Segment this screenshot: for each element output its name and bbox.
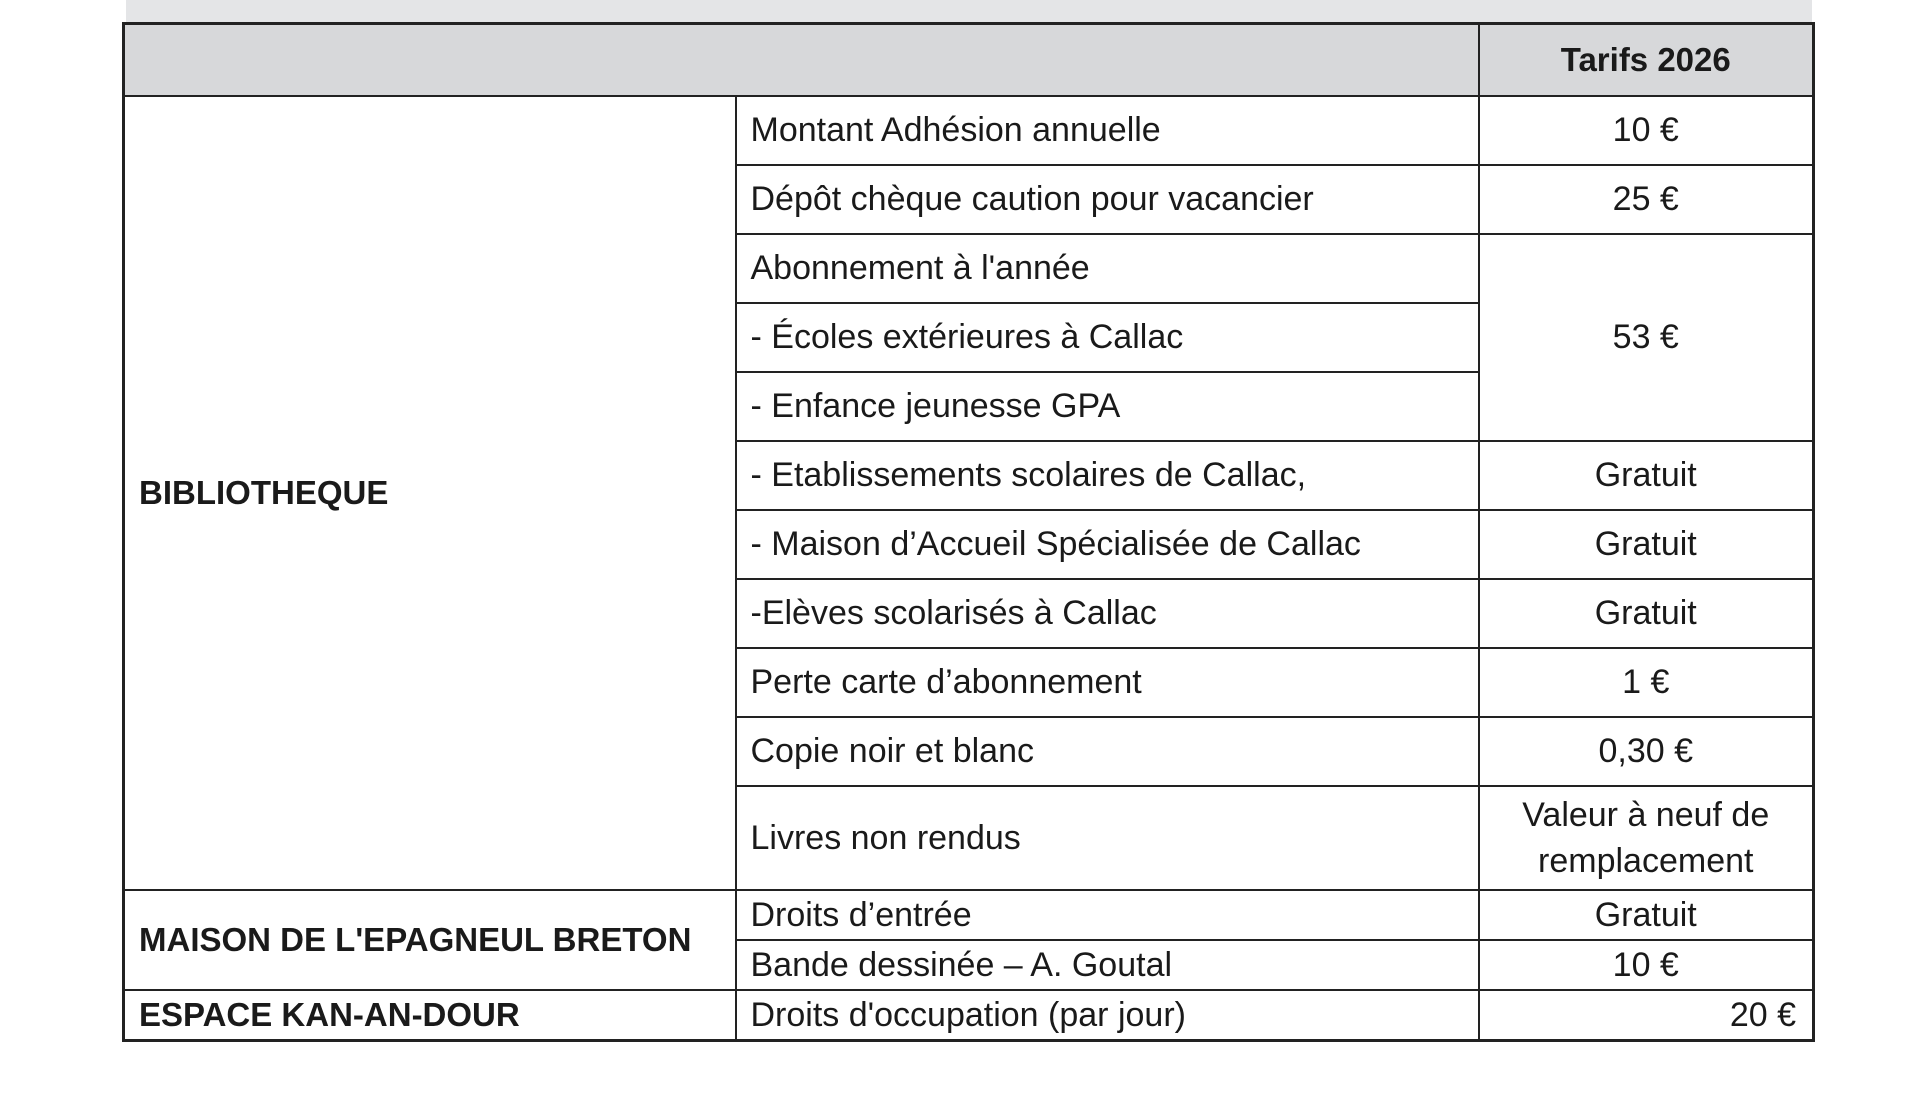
tariffs-table	[122, 22, 1815, 1042]
item-cell: Perte carte d’abonnement	[736, 648, 1479, 717]
item-cell: Bande dessinée – A. Goutal	[736, 940, 1479, 990]
item-cell: Droits d'occupation (par jour)	[736, 990, 1479, 1041]
price-cell: Valeur à neuf de remplacement	[1479, 786, 1814, 890]
price-cell: 10 €	[1479, 940, 1814, 990]
item-cell: Montant Adhésion annuelle	[736, 96, 1479, 165]
price-cell: 20 €	[1479, 990, 1814, 1041]
price-cell: 1 €	[1479, 648, 1814, 717]
item-cell: -Elèves scolarisés à Callac	[736, 579, 1479, 648]
section-name-bibliotheque: BIBLIOTHEQUE	[124, 96, 736, 890]
item-cell: - Écoles extérieures à Callac	[736, 303, 1479, 372]
item-cell: Abonnement à l'année	[736, 234, 1479, 303]
price-cell: Gratuit	[1479, 441, 1814, 510]
price-cell: 10 €	[1479, 96, 1814, 165]
item-cell: - Enfance jeunesse GPA	[736, 372, 1479, 441]
header-row	[124, 24, 1814, 97]
header-blank-cell	[124, 24, 1479, 97]
item-cell: - Maison d’Accueil Spécialisée de Callac	[736, 510, 1479, 579]
price-cell-merged: 53 €	[1479, 234, 1814, 441]
price-cell: Gratuit	[1479, 510, 1814, 579]
top-gray-band	[126, 0, 1812, 22]
table-row	[124, 96, 1814, 165]
price-cell: 0,30 €	[1479, 717, 1814, 786]
header-price-column: Tarifs 2026	[1479, 24, 1814, 97]
table-row	[124, 890, 1814, 940]
price-cell: Gratuit	[1479, 579, 1814, 648]
price-cell: Gratuit	[1479, 890, 1814, 940]
price-cell: 25 €	[1479, 165, 1814, 234]
item-cell: Livres non rendus	[736, 786, 1479, 890]
item-cell: Droits d’entrée	[736, 890, 1479, 940]
section-name-kan-an-dour: ESPACE KAN-AN-DOUR	[124, 990, 736, 1041]
item-cell: Copie noir et blanc	[736, 717, 1479, 786]
item-cell: Dépôt chèque caution pour vacancier	[736, 165, 1479, 234]
section-name-epagneul: MAISON DE L'EPAGNEUL BRETON	[124, 890, 736, 990]
item-cell: - Etablissements scolaires de Callac,	[736, 441, 1479, 510]
table-row	[124, 990, 1814, 1041]
